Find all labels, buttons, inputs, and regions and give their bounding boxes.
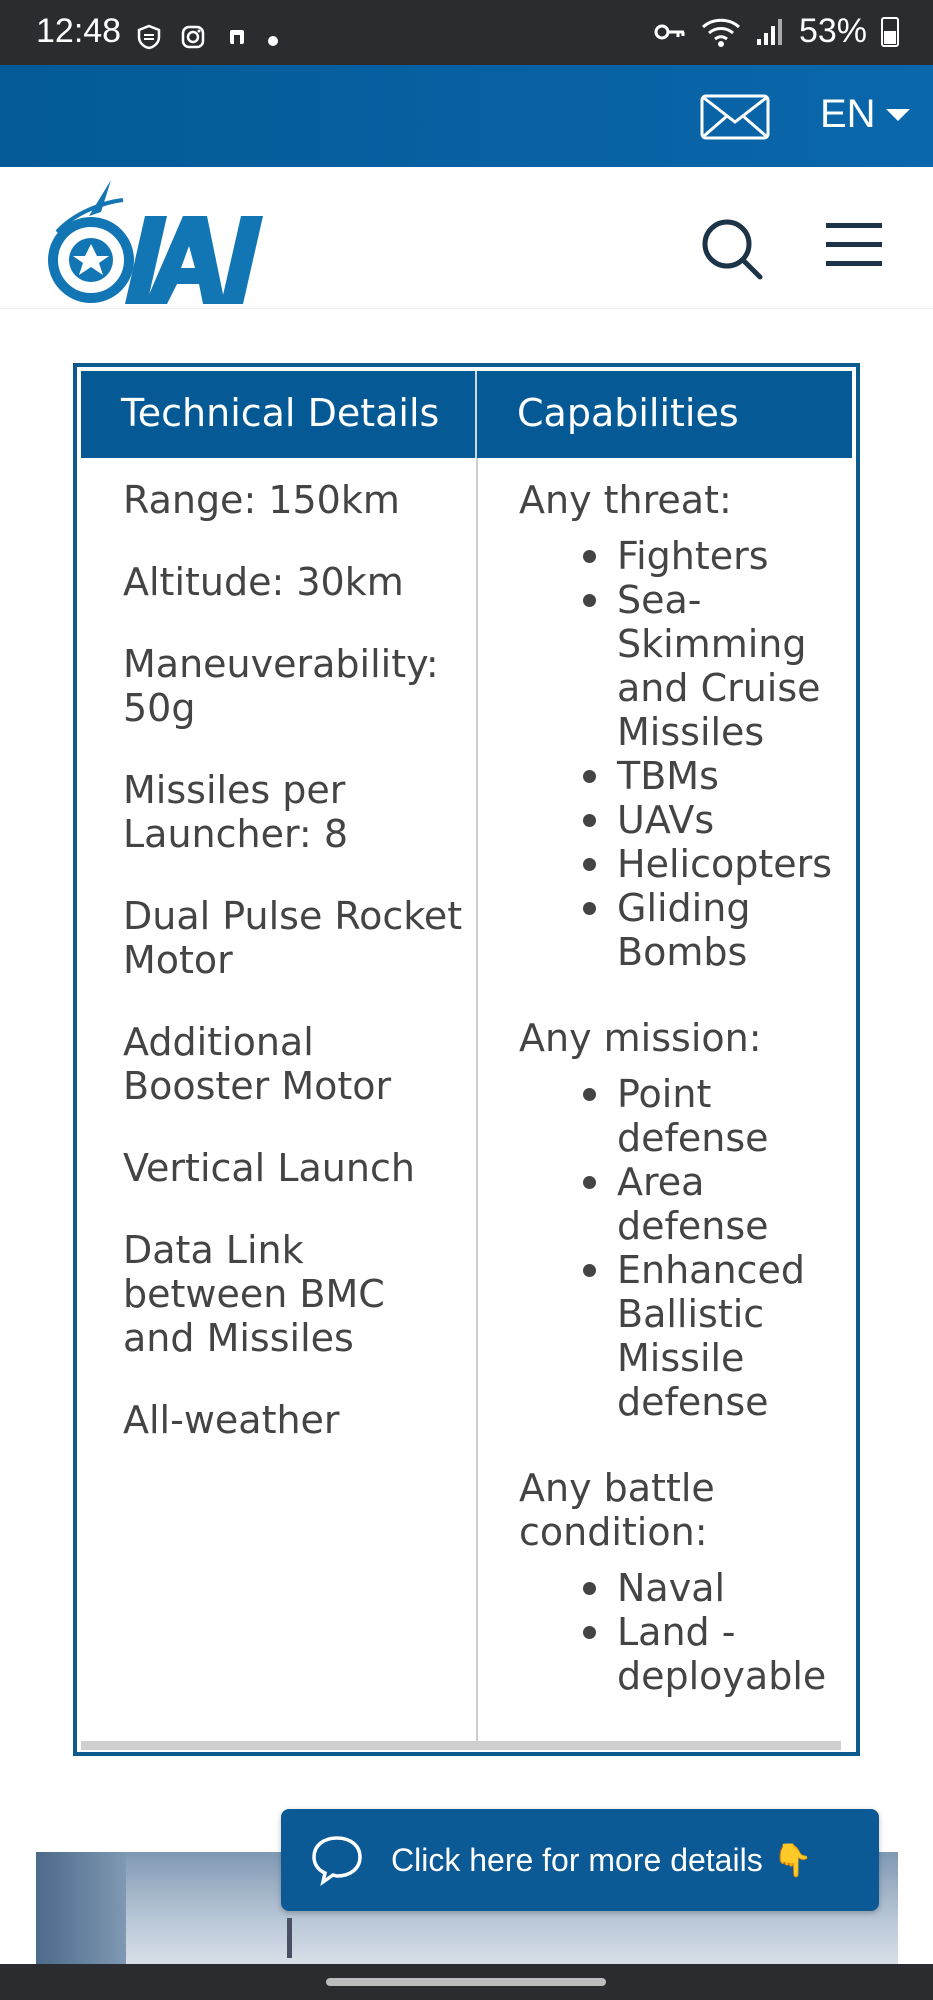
list-item: Point defense bbox=[519, 1072, 849, 1160]
text-cursor bbox=[287, 1918, 292, 1958]
list-item: Enhanced Ballistic Missile defense bbox=[519, 1248, 849, 1424]
site-header bbox=[0, 167, 933, 309]
status-time: 12:48 bbox=[36, 12, 122, 50]
tech-detail-item: Maneuverability: 50g bbox=[123, 642, 439, 730]
capability-list bbox=[519, 1072, 849, 1424]
tech-detail-item: Dual Pulse Rocket Motor bbox=[123, 894, 463, 982]
pointing-down-icon: 👇 bbox=[772, 1841, 813, 1879]
capability-list bbox=[519, 534, 849, 974]
tech-detail-item: Missiles per Launcher: 8 bbox=[123, 768, 348, 856]
list-item: Naval bbox=[519, 1566, 849, 1610]
more-details-label: Click here for more details bbox=[391, 1841, 763, 1878]
battery-percent: 53% bbox=[798, 12, 867, 50]
header-capabilities: Capabilities bbox=[477, 371, 852, 458]
wifi-icon bbox=[701, 16, 741, 48]
capability-heading: Any mission: bbox=[519, 1016, 762, 1060]
specs-table-body bbox=[81, 371, 852, 1750]
capabilities-column bbox=[519, 478, 849, 1740]
list-item: TBMs bbox=[519, 754, 849, 798]
technical-details-column bbox=[123, 478, 463, 1480]
tech-detail-item: All-weather bbox=[123, 1398, 340, 1442]
list-item: Land - deployable bbox=[519, 1610, 849, 1698]
signal-icon bbox=[755, 17, 785, 47]
list-item: Fighters bbox=[519, 534, 849, 578]
home-gesture-handle[interactable] bbox=[326, 1978, 606, 1986]
app-icon bbox=[224, 24, 250, 50]
tech-detail-item: Altitude: 30km bbox=[123, 560, 404, 604]
list-item: UAVs bbox=[519, 798, 849, 842]
instagram-icon bbox=[180, 24, 206, 50]
column-divider bbox=[476, 458, 478, 1743]
more-details-button[interactable] bbox=[281, 1809, 879, 1911]
list-item: Area defense bbox=[519, 1160, 849, 1248]
language-label: EN bbox=[820, 92, 876, 136]
capability-list bbox=[519, 1566, 849, 1698]
key-icon bbox=[653, 20, 687, 44]
specs-table bbox=[73, 363, 860, 1756]
mail-icon[interactable] bbox=[700, 94, 770, 140]
tech-detail-item: Additional Booster Motor bbox=[123, 1020, 392, 1108]
notification-dot-icon bbox=[268, 36, 278, 46]
status-icons-left bbox=[136, 24, 278, 50]
table-horizontal-scrollbar[interactable] bbox=[81, 1741, 841, 1750]
tech-detail-item: Range: 150km bbox=[123, 478, 400, 522]
cut-off-text bbox=[120, 296, 520, 316]
list-item: Helicopters bbox=[519, 842, 849, 886]
list-item: Gliding Bombs bbox=[519, 886, 849, 974]
chevron-down-icon bbox=[886, 109, 910, 121]
tech-detail-item: Data Link between BMC and Missiles bbox=[123, 1228, 385, 1360]
battery-icon bbox=[881, 17, 899, 47]
list-item: Sea-Skimming and Cruise Missiles bbox=[519, 578, 849, 754]
capability-heading: Any battle condition: bbox=[519, 1466, 715, 1554]
status-icons-right bbox=[653, 12, 899, 51]
header-technical-details: Technical Details bbox=[81, 371, 477, 458]
tech-detail-item: Vertical Launch bbox=[123, 1146, 415, 1190]
hamburger-menu-icon[interactable] bbox=[826, 223, 882, 267]
capability-heading: Any threat: bbox=[519, 478, 732, 522]
status-bar bbox=[0, 0, 933, 65]
system-nav-bar bbox=[0, 1964, 933, 2000]
top-utility-bar bbox=[0, 65, 933, 167]
search-icon[interactable] bbox=[700, 217, 764, 281]
shield-icon bbox=[136, 24, 162, 50]
iai-logo[interactable] bbox=[45, 172, 267, 307]
language-selector[interactable] bbox=[820, 92, 910, 137]
chat-bubble-icon bbox=[309, 1832, 365, 1888]
